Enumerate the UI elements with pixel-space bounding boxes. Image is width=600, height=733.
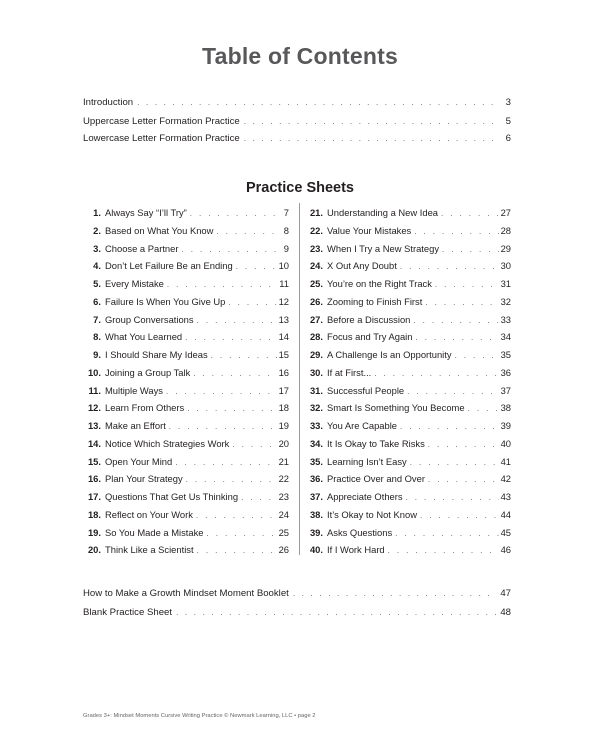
sheet-title: Value Your Mistakes [327, 224, 412, 236]
practice-sheet-entry[interactable] [308, 206, 511, 220]
leader-dots [241, 491, 277, 505]
sheet-title: Asks Questions [327, 526, 393, 538]
leader-dots [293, 587, 497, 601]
sheet-title: A Challenge Is an Opportunity [327, 349, 452, 360]
sheet-title: Failure Is When You Give Up [105, 295, 226, 307]
column-divider [299, 203, 300, 555]
practice-sheet-entry[interactable] [87, 242, 289, 256]
sheet-number: 33. [309, 420, 323, 431]
sheet-title: Based on What You Know [105, 224, 214, 236]
practice-sheet-entry[interactable] [308, 490, 511, 504]
sheet-page: 20 [278, 437, 289, 449]
leader-dots [428, 473, 499, 487]
page-footer: Grades 3+: Mindset Moments Cursive Writing Practice © Newmark Learning, LLC • page 2 [83, 713, 316, 719]
leader-dots [374, 367, 498, 381]
practice-sheet-entry[interactable] [87, 455, 289, 469]
sheet-number: 30. [309, 366, 323, 378]
leader-dots [216, 225, 277, 239]
leader-dots [207, 527, 277, 541]
toc-entry[interactable] [83, 132, 511, 146]
sheet-number: 15. [87, 455, 101, 467]
sheet-page: 44 [500, 508, 511, 520]
leader-dots [232, 438, 276, 452]
sheet-title: It Is Okay to Take Risks [327, 437, 425, 449]
sheet-page: 21 [278, 455, 289, 467]
sheet-number: 36. [309, 473, 323, 485]
sheet-page: 15 [278, 349, 289, 360]
practice-sheet-entry[interactable] [87, 224, 289, 238]
leader-dots [414, 225, 498, 239]
sheet-title: When I Try a New Strategy [327, 242, 440, 254]
sheet-title: Before a Discussion [327, 313, 411, 325]
practice-sheet-entry[interactable] [87, 526, 289, 540]
sheet-number: 17. [87, 491, 101, 502]
leader-dots [176, 606, 496, 620]
leader-dots [137, 96, 499, 110]
practice-sheet-entry[interactable] [87, 490, 289, 504]
leader-dots [441, 207, 499, 221]
sheet-title: If I Work Hard [327, 544, 385, 556]
sheet-title: It’s Okay to Not Know [327, 508, 417, 520]
sheet-page: 26 [278, 544, 289, 556]
leader-dots [413, 314, 498, 328]
sheet-title: Smart Is Something You Become [327, 402, 465, 414]
sheet-number: 3. [93, 242, 101, 254]
sheet-title: Reflect on Your Work [105, 508, 193, 520]
practice-sheet-entry[interactable] [308, 437, 511, 451]
sheet-page: 8 [283, 224, 289, 236]
sheet-number: 13. [87, 420, 101, 431]
sheet-number: 32. [309, 402, 323, 414]
toc-entry[interactable] [83, 96, 511, 110]
toc-entry-page: 3 [505, 97, 511, 108]
sheet-page: 17 [278, 384, 289, 396]
sheet-page: 25 [278, 526, 289, 538]
leader-dots [420, 509, 499, 523]
leader-dots [400, 260, 499, 274]
leader-dots [187, 402, 276, 416]
practice-sheet-entry[interactable] [87, 508, 289, 522]
practice-sheet-entry[interactable] [308, 348, 511, 362]
sheet-page: 43 [500, 491, 511, 502]
sheet-number: 25. [309, 278, 323, 289]
sheet-number: 12. [87, 402, 101, 414]
sheet-number: 8. [93, 331, 101, 343]
toc-entry-label: Introduction [83, 97, 134, 108]
sheet-title: Plan Your Strategy [105, 473, 183, 485]
sheet-page: 12 [278, 295, 289, 307]
sheet-page: 42 [500, 473, 511, 485]
leader-dots [186, 473, 277, 487]
sheet-title: You Are Capable [327, 420, 398, 431]
toc-entry-label: How to Make a Growth Mindset Moment Booklet [83, 588, 289, 599]
sheet-number: 6. [93, 295, 101, 307]
practice-sheet-entry[interactable] [87, 384, 289, 398]
leader-dots [175, 456, 276, 470]
practice-sheet-entry[interactable] [87, 401, 289, 415]
sheet-title: Learning Isn’t Easy [327, 455, 407, 467]
sheet-page: 28 [500, 224, 511, 236]
leader-dots [244, 115, 499, 129]
leader-dots [228, 296, 276, 310]
sheet-number: 40. [309, 544, 323, 556]
leader-dots [211, 349, 277, 363]
sheet-number: 37. [309, 491, 323, 502]
practice-sheet-entry[interactable] [87, 330, 289, 344]
leader-dots [197, 544, 277, 558]
sheet-number: 18. [87, 508, 101, 520]
sheet-title: I Should Share My Ideas [105, 349, 208, 360]
sheet-page: 11 [279, 278, 289, 289]
sheet-title: If at First... [327, 366, 372, 378]
practice-sheet-entry[interactable] [308, 401, 511, 415]
sheet-number: 35. [309, 455, 323, 467]
sheet-title: Appreciate Others [327, 491, 403, 502]
sheet-title: Multiple Ways [105, 384, 163, 396]
practice-sheet-entry[interactable] [87, 543, 289, 557]
sheet-title: Successful People [327, 384, 405, 396]
toc-entry-page: 5 [505, 116, 511, 127]
leader-dots [181, 243, 277, 257]
toc-entry-page: 6 [505, 133, 511, 144]
sheet-page: 10 [278, 260, 289, 272]
toc-entry[interactable] [83, 115, 511, 129]
sheet-title: Always Say “I’ll Try” [105, 207, 187, 218]
sheet-number: 28. [309, 331, 323, 343]
sheet-page: 45 [500, 526, 511, 538]
leader-dots [244, 132, 499, 146]
sheet-page: 16 [278, 366, 289, 378]
sheet-number: 2. [93, 224, 101, 236]
sheet-page: 33 [500, 313, 511, 325]
leader-dots [428, 438, 499, 452]
practice-sheet-entry[interactable] [308, 419, 511, 433]
sheet-number: 14. [87, 437, 101, 449]
practice-sheet-entry[interactable] [87, 472, 289, 486]
sheet-page: 30 [500, 260, 511, 272]
sheet-number: 26. [309, 295, 323, 307]
sheet-page: 24 [278, 508, 289, 520]
practice-sheets-heading: Practice Sheets [245, 180, 354, 196]
practice-sheet-entry[interactable] [308, 526, 511, 540]
toc-entry-label: Lowercase Letter Formation Practice [83, 133, 240, 144]
leader-dots [167, 278, 277, 292]
toc-entry[interactable] [83, 587, 511, 601]
sheet-title: Joining a Group Talk [105, 366, 191, 378]
practice-sheet-entry[interactable] [87, 419, 289, 433]
sheet-title: Learn From Others [105, 402, 185, 414]
sheet-title: Questions That Get Us Thinking [105, 491, 239, 502]
sheet-page: 22 [278, 473, 289, 485]
sheet-number: 21. [309, 207, 323, 218]
sheet-page: 34 [500, 331, 511, 343]
sheet-number: 11. [88, 384, 101, 396]
leader-dots [185, 331, 276, 345]
sheet-page: 19 [278, 420, 289, 431]
practice-sheet-entry[interactable] [308, 366, 511, 380]
leader-dots [442, 243, 499, 257]
sheet-number: 34. [309, 437, 323, 449]
practice-sheet-entry[interactable] [87, 313, 289, 327]
sheet-title: X Out Any Doubt [327, 260, 397, 272]
leader-dots [415, 331, 498, 345]
practice-sheet-entry[interactable] [87, 437, 289, 451]
practice-sheet-entry[interactable] [87, 206, 289, 220]
sheet-page: 14 [278, 331, 289, 343]
toc-entry-page: 47 [500, 588, 511, 599]
leader-dots [166, 385, 277, 399]
sheet-title: Choose a Partner [105, 242, 179, 254]
practice-sheet-entry[interactable] [308, 455, 511, 469]
practice-sheet-entry[interactable] [308, 313, 511, 327]
sheet-page: 13 [278, 313, 289, 325]
toc-entry[interactable] [83, 606, 511, 620]
leader-dots [406, 491, 499, 505]
sheet-page: 39 [500, 420, 511, 431]
sheet-number: 1. [93, 207, 101, 218]
sheet-number: 31. [309, 384, 323, 396]
sheet-number: 20. [87, 544, 101, 556]
sheet-page: 29 [500, 242, 511, 254]
practice-sheet-entry[interactable] [308, 224, 511, 238]
sheet-title: Make an Effort [105, 420, 166, 431]
practice-sheet-entry[interactable] [308, 384, 511, 398]
practice-sheet-entry[interactable] [308, 259, 511, 273]
practice-sheet-entry[interactable] [87, 366, 289, 380]
sheet-page: 9 [283, 242, 289, 254]
leader-dots [196, 509, 277, 523]
sheet-number: 7. [93, 313, 101, 325]
practice-sheet-entry[interactable] [308, 277, 511, 291]
leader-dots [169, 420, 277, 434]
sheet-page: 31 [500, 278, 511, 289]
practice-sheet-entry[interactable] [87, 259, 289, 273]
sheet-title: Don’t Let Failure Be an Ending [105, 260, 233, 272]
sheet-page: 41 [500, 455, 511, 467]
leader-dots [410, 456, 499, 470]
sheet-page: 32 [500, 295, 511, 307]
leader-dots [395, 527, 498, 541]
leader-dots [197, 314, 277, 328]
sheet-page: 7 [283, 207, 289, 218]
sheet-number: 4. [93, 260, 101, 272]
leader-dots [388, 544, 499, 558]
sheet-number: 24. [309, 260, 323, 272]
sheet-page: 40 [500, 437, 511, 449]
practice-sheet-entry[interactable] [308, 508, 511, 522]
toc-entry-page: 48 [500, 607, 511, 618]
leader-dots [407, 385, 498, 399]
practice-sheet-entry[interactable] [87, 348, 289, 362]
sheet-title: What You Learned [105, 331, 183, 343]
sheet-number: 16. [87, 473, 101, 485]
sheet-page: 18 [278, 402, 289, 414]
sheet-page: 35 [500, 349, 511, 360]
sheet-title: Zooming to Finish First [327, 295, 423, 307]
page-title: Table of Contents [202, 43, 398, 69]
sheet-number: 10. [87, 366, 101, 378]
sheet-number: 38. [309, 508, 323, 520]
practice-sheet-entry[interactable] [308, 242, 511, 256]
leader-dots [236, 260, 277, 274]
practice-sheet-entry[interactable] [308, 472, 511, 486]
toc-entry-label: Blank Practice Sheet [83, 607, 173, 618]
sheet-number: 29. [309, 349, 323, 360]
leader-dots [190, 207, 277, 221]
sheet-number: 23. [309, 242, 323, 254]
sheet-title: Focus and Try Again [327, 331, 413, 343]
leader-dots [455, 349, 499, 363]
leader-dots [400, 420, 499, 434]
sheet-number: 19. [87, 526, 101, 538]
sheet-page: 38 [500, 402, 511, 414]
leader-dots [435, 278, 499, 292]
practice-sheet-entry[interactable] [87, 277, 289, 291]
practice-sheet-entry[interactable] [308, 295, 511, 309]
sheet-page: 36 [500, 366, 511, 378]
sheet-page: 46 [500, 544, 511, 556]
practice-sheet-entry[interactable] [308, 330, 511, 344]
sheet-title: Understanding a New Idea [327, 207, 439, 218]
sheet-number: 9. [93, 349, 101, 360]
sheet-page: 27 [500, 207, 511, 218]
leader-dots [425, 296, 498, 310]
sheet-number: 27. [309, 313, 323, 325]
sheet-title: Open Your Mind [105, 455, 173, 467]
sheet-number: 5. [93, 278, 101, 289]
toc-entry-label: Uppercase Letter Formation Practice [83, 116, 240, 127]
sheet-number: 39. [309, 526, 323, 538]
sheet-number: 22. [309, 224, 323, 236]
practice-sheet-entry[interactable] [87, 295, 289, 309]
sheet-title: Every Mistake [105, 278, 164, 289]
practice-sheet-entry[interactable] [308, 543, 511, 557]
leader-dots [468, 402, 499, 416]
sheet-title: You’re on the Right Track [327, 278, 432, 289]
leader-dots [193, 367, 276, 381]
sheet-title: So You Made a Mistake [105, 526, 204, 538]
sheet-title: Group Conversations [105, 313, 194, 325]
sheet-title: Practice Over and Over [327, 473, 425, 485]
sheet-title: Notice Which Strategies Work [105, 437, 230, 449]
sheet-title: Think Like a Scientist [105, 544, 194, 556]
sheet-page: 37 [500, 384, 511, 396]
sheet-page: 23 [278, 491, 289, 502]
